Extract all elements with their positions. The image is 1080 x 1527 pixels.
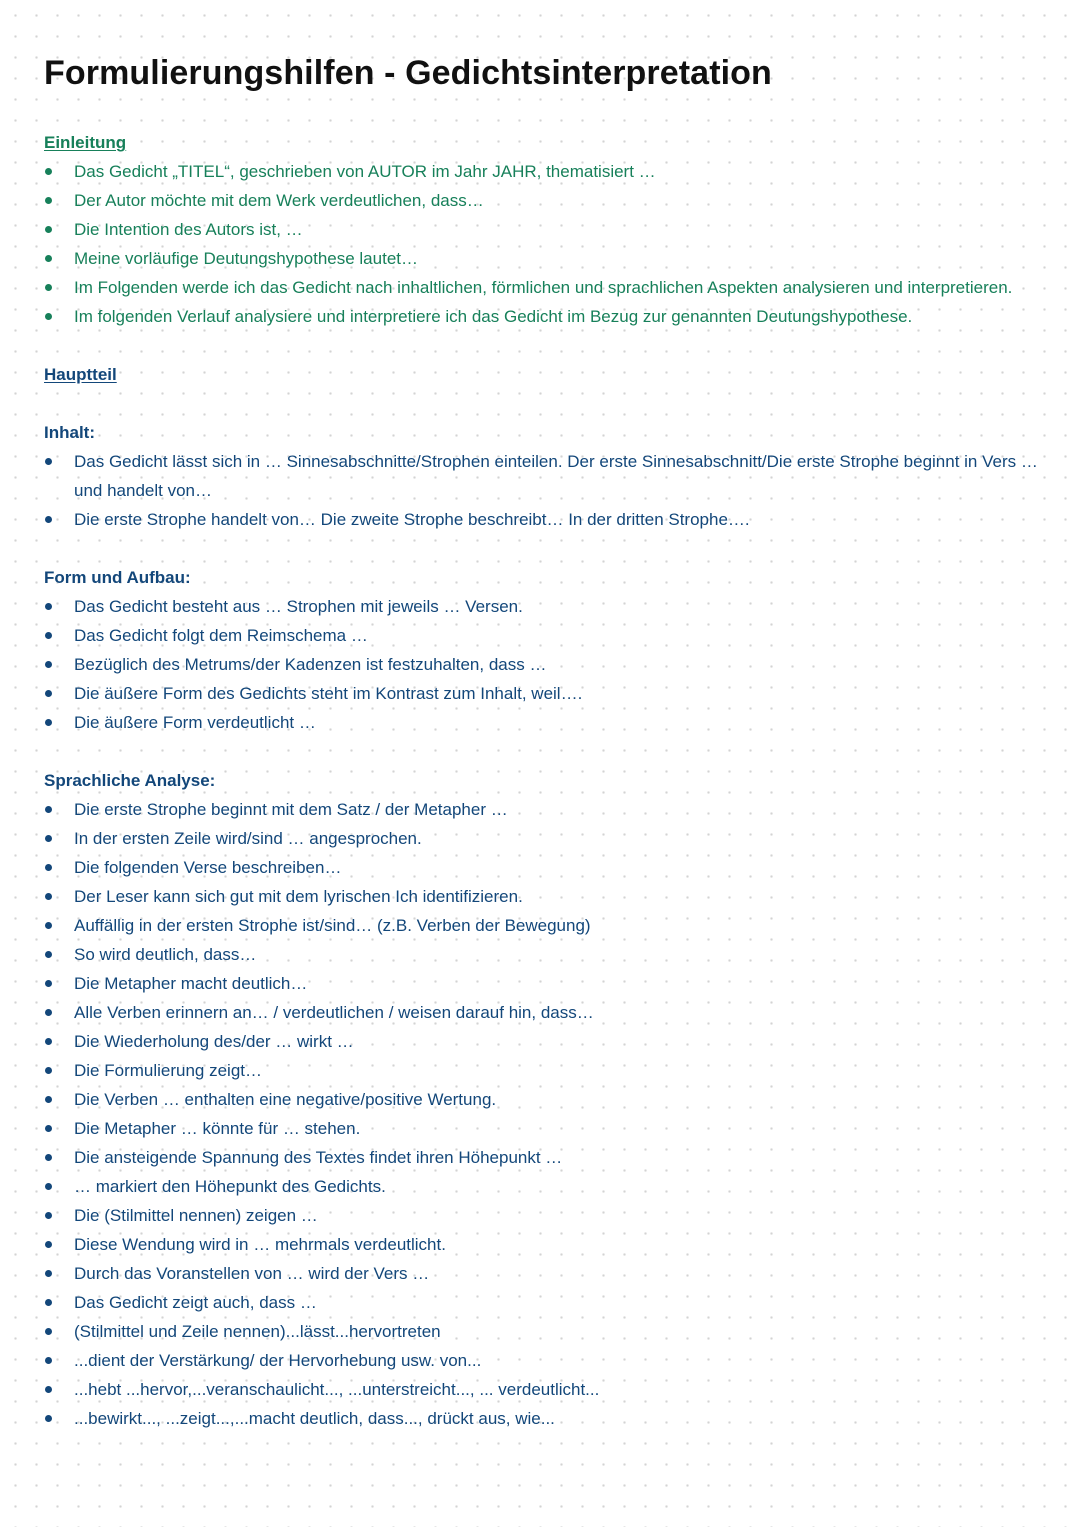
list-item: Das Gedicht zeigt auch, dass … (44, 1288, 1054, 1317)
list-item: ...dient der Verstärkung/ der Hervorhebung usw. von... (44, 1346, 1054, 1375)
list-item: Im Folgenden werde ich das Gedicht nach inhaltlichen, förmlichen und sprachlichen Aspekten analysieren und interpretieren. (44, 273, 1054, 302)
list-item: So wird deutlich, dass… (44, 940, 1054, 969)
list-item: Im folgenden Verlauf analysiere und interpretiere ich das Gedicht im Bezug zur genannten Deutungshypothese. (44, 302, 1054, 331)
subheading-form: Form und Aufbau: (44, 568, 191, 587)
list-item: Die ansteigende Spannung des Textes findet ihren Höhepunkt … (44, 1143, 1054, 1172)
list-item: ...hebt ...hervor,...veranschaulicht..., ...unterstreicht..., ... verdeutlicht... (44, 1375, 1054, 1404)
list-item: Die Intention des Autors ist, … (44, 215, 1054, 244)
list-item: Die Verben … enthalten eine negative/positive Wertung. (44, 1085, 1054, 1114)
list-inhalt (44, 447, 1054, 534)
list-item: Die erste Strophe beginnt mit dem Satz / der Metapher … (44, 795, 1054, 824)
list-item: (Stilmittel und Zeile nennen)...lässt...hervortreten (44, 1317, 1054, 1346)
list-item: … markiert den Höhepunkt des Gedichts. (44, 1172, 1054, 1201)
list-item: Die (Stilmittel nennen) zeigen … (44, 1201, 1054, 1230)
list-item: Der Autor möchte mit dem Werk verdeutlichen, dass… (44, 186, 1054, 215)
list-item: Durch das Voranstellen von … wird der Vers … (44, 1259, 1054, 1288)
spacer (44, 389, 1054, 418)
list-item: Die erste Strophe handelt von… Die zweite Strophe beschreibt… In der dritten Strophe…. (44, 505, 1054, 534)
list-item: Das Gedicht lässt sich in … Sinnesabschnitte/Strophen einteilen. Der erste Sinnesabschnitt/Die erste Strophe beginnt in Vers … und handelt von… (44, 447, 1054, 505)
list-item: Der Leser kann sich gut mit dem lyrischen Ich identifizieren. (44, 882, 1054, 911)
list-item: Bezüglich des Metrums/der Kadenzen ist festzuhalten, dass … (44, 650, 1054, 679)
list-einleitung (44, 157, 1054, 331)
list-item: Diese Wendung wird in … mehrmals verdeutlicht. (44, 1230, 1054, 1259)
list-item: Auffällig in der ersten Strophe ist/sind… (z.B. Verben der Bewegung) (44, 911, 1054, 940)
list-item: Das Gedicht folgt dem Reimschema … (44, 621, 1054, 650)
list-item: Die Metapher … könnte für … stehen. (44, 1114, 1054, 1143)
section-heading-einleitung: Einleitung (44, 133, 127, 152)
list-item: Die Metapher macht deutlich… (44, 969, 1054, 998)
document-page (44, 50, 1054, 1433)
list-sprache (44, 795, 1054, 1433)
section-heading-hauptteil: Hauptteil (44, 365, 117, 384)
list-item: In der ersten Zeile wird/sind … angesprochen. (44, 824, 1054, 853)
spacer (44, 331, 1054, 360)
list-item: Die äußere Form verdeutlicht … (44, 708, 1054, 737)
list-item: Die äußere Form des Gedichts steht im Kontrast zum Inhalt, weil…. (44, 679, 1054, 708)
subheading-sprache: Sprachliche Analyse: (44, 771, 216, 790)
spacer (44, 737, 1054, 766)
list-item: Die Formulierung zeigt… (44, 1056, 1054, 1085)
list-item: Das Gedicht „TITEL“, geschrieben von AUTOR im Jahr JAHR, thematisiert … (44, 157, 1054, 186)
subheading-inhalt: Inhalt: (44, 423, 95, 442)
page-title: Formulierungshilfen - Gedichtsinterpretation (44, 54, 772, 92)
list-item: Die folgenden Verse beschreiben… (44, 853, 1054, 882)
list-item: Alle Verben erinnern an… / verdeutlichen / weisen darauf hin, dass… (44, 998, 1054, 1027)
list-item: Das Gedicht besteht aus … Strophen mit jeweils … Versen. (44, 592, 1054, 621)
list-item: ...bewirkt..., ...zeigt...,...macht deutlich, dass..., drückt aus, wie... (44, 1404, 1054, 1433)
spacer (44, 534, 1054, 563)
list-item: Meine vorläufige Deutungshypothese lautet… (44, 244, 1054, 273)
list-item: Die Wiederholung des/der … wirkt … (44, 1027, 1054, 1056)
list-form (44, 592, 1054, 737)
